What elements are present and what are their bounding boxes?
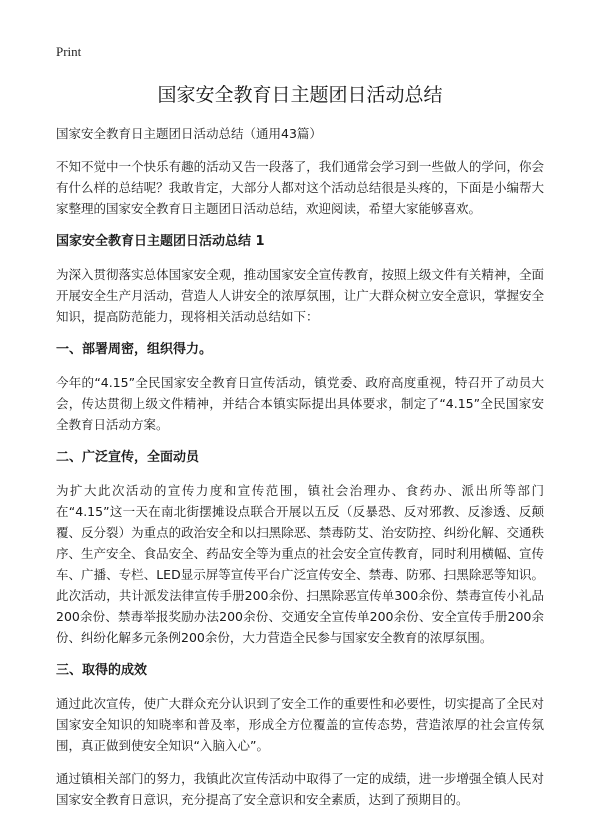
section-1-paragraph-1: 今年的“4.15”全民国家安全教育日宣传活动，镇党委、政府高度重视，特召开了动员大会，传达贯彻上级文件精神，并结合本镇实际提出具体要求，制定了“4.15”全民国家安全教育日活动方案。 xyxy=(56,375,544,432)
section-3-paragraph-1: 通过此次宣传，使广大群众充分认识到了安全工作的重要性和必要性，切实提高了全民对国家安全知识的知晓率和普及率，形成全方位覆盖的宣传态势，营造浓厚的社会宣传氛围，真正做到使安全知识“入脑入心”。 xyxy=(56,696,544,753)
intro-paragraph: 不知不觉中一个快乐有趣的活动又告一段落了，我们通常会学习到一些做人的学问，你会有什么样的总结呢？我敢肯定，大部分人都对这个活动总结很是头疼的，下面是小编帮大家整理的国家安全教育日主题团日活动总结，欢迎阅读，希望大家能够喜欢。 xyxy=(56,159,544,216)
document-body xyxy=(56,123,544,822)
article-intro-paragraph: 为深入贯彻落实总体国家安全观，推动国家安全宣传教育，按照上级文件有关精神，全面开展安全生产月活动，营造人人讲安全的浓厚氛围，让广大群众树立安全意识，掌握安全知识，提高防范能力，现将相关活动总结如下： xyxy=(56,267,544,324)
section-heading-2: 二、广泛宣传，全面动员 xyxy=(56,450,200,465)
section-heading-3: 三、取得的成效 xyxy=(56,663,148,678)
article-heading: 国家安全教育日主题团日活动总结 1 xyxy=(56,234,265,249)
section-3-paragraph-2: 通过镇相关部门的努力，我镇此次宣传活动中取得了一定的成绩，进一步增强全镇人民对国家安全教育日意识，充分提高了安全意识和安全素质，达到了预期目的。 xyxy=(56,771,544,807)
print-link[interactable]: Print xyxy=(56,44,82,59)
page-title: 国家安全教育日主题团日活动总结 xyxy=(157,84,443,106)
document-subtitle: 国家安全教育日主题团日活动总结（通用43篇） xyxy=(56,126,322,141)
section-heading-1: 一、部署周密，组织得力。 xyxy=(56,342,213,357)
section-2-paragraph-1: 为扩大此次活动的宣传力度和宣传范围，镇社会治理办、食药办、派出所等部门在“4.15”这一天在南北街摆摊设点联合开展以五反（反暴恐、反对邪教、反渗透、反颠覆、反分裂）为重点的政治安全和以扫黑除恶、禁毒防艾、治安防控、纠纷化解、交通秩序、生产安全、食品安全、药品安全等为重点的社会安全宣传教育，同时利用横幅、宣传车、广播、专栏、LED显示屏等宣传平台广泛宣传安全、禁毒、防邪、扫黑除恶等知识。此次活动，共计派发法律宣传手册200余份、扫黑除恶宣传单300余份、禁毒宣传小礼品200余份、禁毒举报奖励办法200余份、交通安全宣传单200余份、安全宣传手册200余份、纠纷化解多元条例200余份，大力营造全民参与国家安全教育的浓厚氛围。 xyxy=(56,483,544,645)
